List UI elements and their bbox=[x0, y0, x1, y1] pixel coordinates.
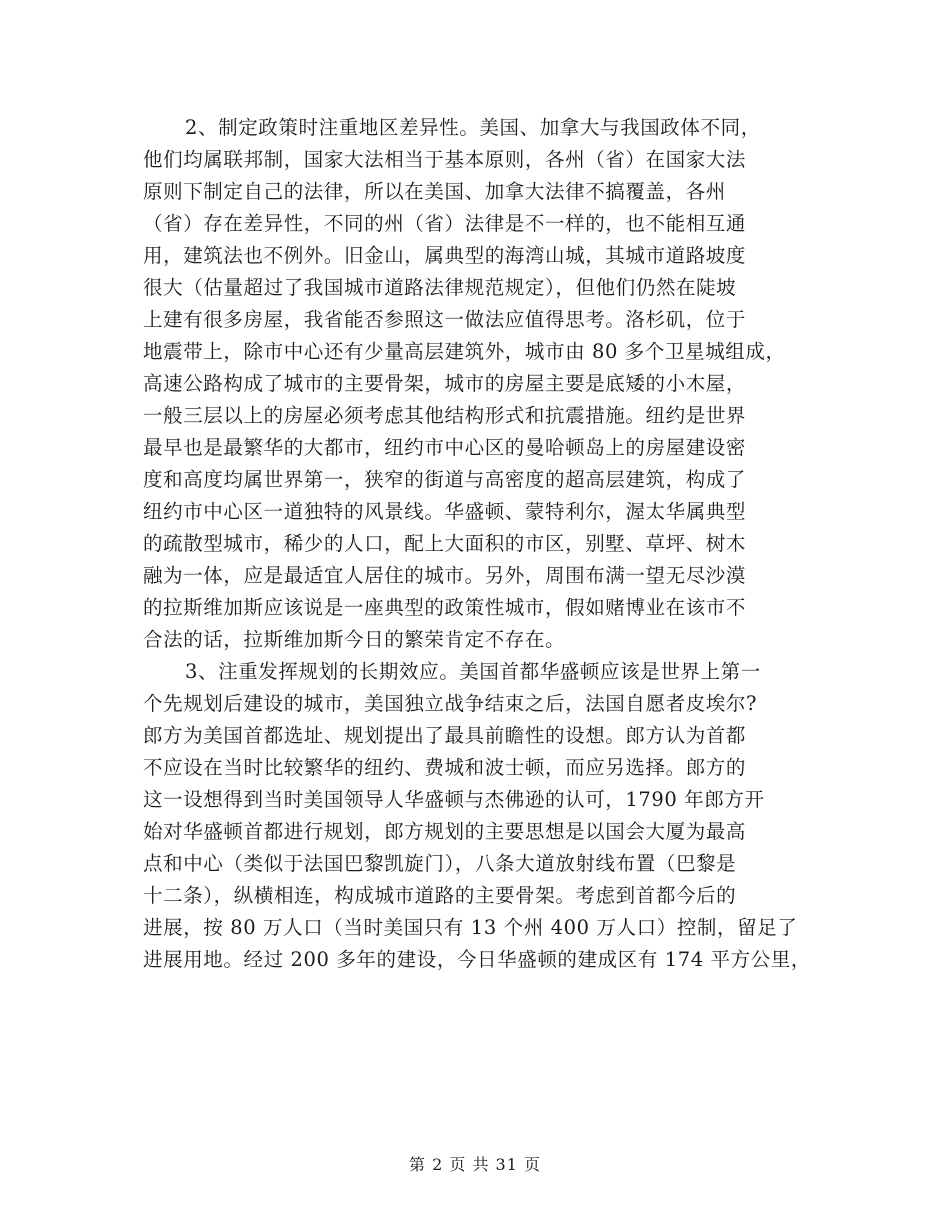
text-line: 原则下制定自己的法律，所以在美国、加拿大法律不搞覆盖，各州 bbox=[143, 180, 726, 203]
page-footer: 第 2 页 共 31 页 bbox=[409, 1155, 541, 1174]
text-line: 融为一体，应是最适宜人居住的城市。另外，周围布满一望无尽沙漠 bbox=[143, 564, 747, 587]
text-line: 进展，按 80 万人口（当时美国只有 13 个州 400 万人口）控制，留足了 bbox=[143, 916, 798, 939]
text-line: 个先规划后建设的城市，美国独立战争结束之后，法国自愿者皮埃尔? bbox=[143, 692, 758, 715]
text-line: 度和高度均属世界第一，狭窄的街道与高密度的超高层建筑，构成了 bbox=[143, 468, 747, 491]
text-line: 郎方为美国首都选址、规划提出了最具前瞻性的设想。郎方认为首都 bbox=[143, 724, 747, 747]
text-line: 点和中心（类似于法国巴黎凯旋门），八条大道放射线布置（巴黎是 bbox=[143, 852, 737, 875]
text-line: 高速公路构成了城市的主要骨架，城市的房屋主要是底矮的小木屋， bbox=[143, 372, 747, 395]
text-line: 这一设想得到当时美国领导人华盛顿与杰佛逊的认可，1790 年郎方开 bbox=[143, 788, 765, 811]
text-line: 最早也是最繁华的大都市，纽约市中心区的曼哈顿岛上的房屋建设密 bbox=[143, 436, 747, 459]
text-line: 纽约市中心区一道独特的风景线。华盛顿、蒙特利尔，渥太华属典型 bbox=[143, 500, 747, 523]
text-line: 不应设在当时比较繁华的纽约、费城和波士顿，而应另选择。郎方的 bbox=[143, 756, 747, 779]
text-line: 进展用地。经过 200 多年的建设，今日华盛顿的建成区有 174 平方公里， bbox=[143, 948, 812, 971]
text-line: 的拉斯维加斯应该说是一座典型的政策性城市，假如赌博业在该市不 bbox=[143, 596, 747, 619]
text-line: 合法的话，拉斯维加斯今日的繁荣肯定不存在。 bbox=[143, 628, 566, 651]
text-line: 十二条），纵横相连，构成城市道路的主要骨架。考虑到首都今后的 bbox=[143, 884, 737, 907]
text-line: 地震带上，除市中心还有少量高层建筑外，城市由 80 多个卫星城组成， bbox=[143, 340, 786, 363]
text-line: 的疏散型城市，稀少的人口，配上大面积的市区，别墅、草坪、树木 bbox=[143, 532, 747, 555]
text-line: 用，建筑法也不例外。旧金山，属典型的海湾山城，其城市道路坡度 bbox=[143, 244, 747, 267]
text-line: （省）存在差异性，不同的州（省）法律是不一样的，也不能相互通 bbox=[143, 212, 747, 235]
text-line: 他们均属联邦制，国家大法相当于基本原则，各州（省）在国家大法 bbox=[143, 148, 747, 171]
text-line: 上建有很多房屋，我省能否参照这一做法应值得思考。洛杉矶，位于 bbox=[143, 308, 747, 331]
text-line: 很大（估量超过了我国城市道路法律规范规定），但他们仍然在陡坡 bbox=[143, 276, 737, 299]
body-text bbox=[143, 112, 823, 976]
paragraph-2-start: 2、制定政策时注重地区差异性。美国、加拿大与我国政体不同， bbox=[185, 116, 761, 139]
paragraph-3-start: 3、注重发挥规划的长期效应。美国首都华盛顿应该是世界上第一 bbox=[185, 660, 761, 683]
text-line: 始对华盛顿首都进行规划，郎方规划的主要思想是以国会大厦为最高 bbox=[143, 820, 747, 843]
text-line: 一般三层以上的房屋必须考虑其他结构形式和抗震措施。纽约是世界 bbox=[143, 404, 747, 427]
